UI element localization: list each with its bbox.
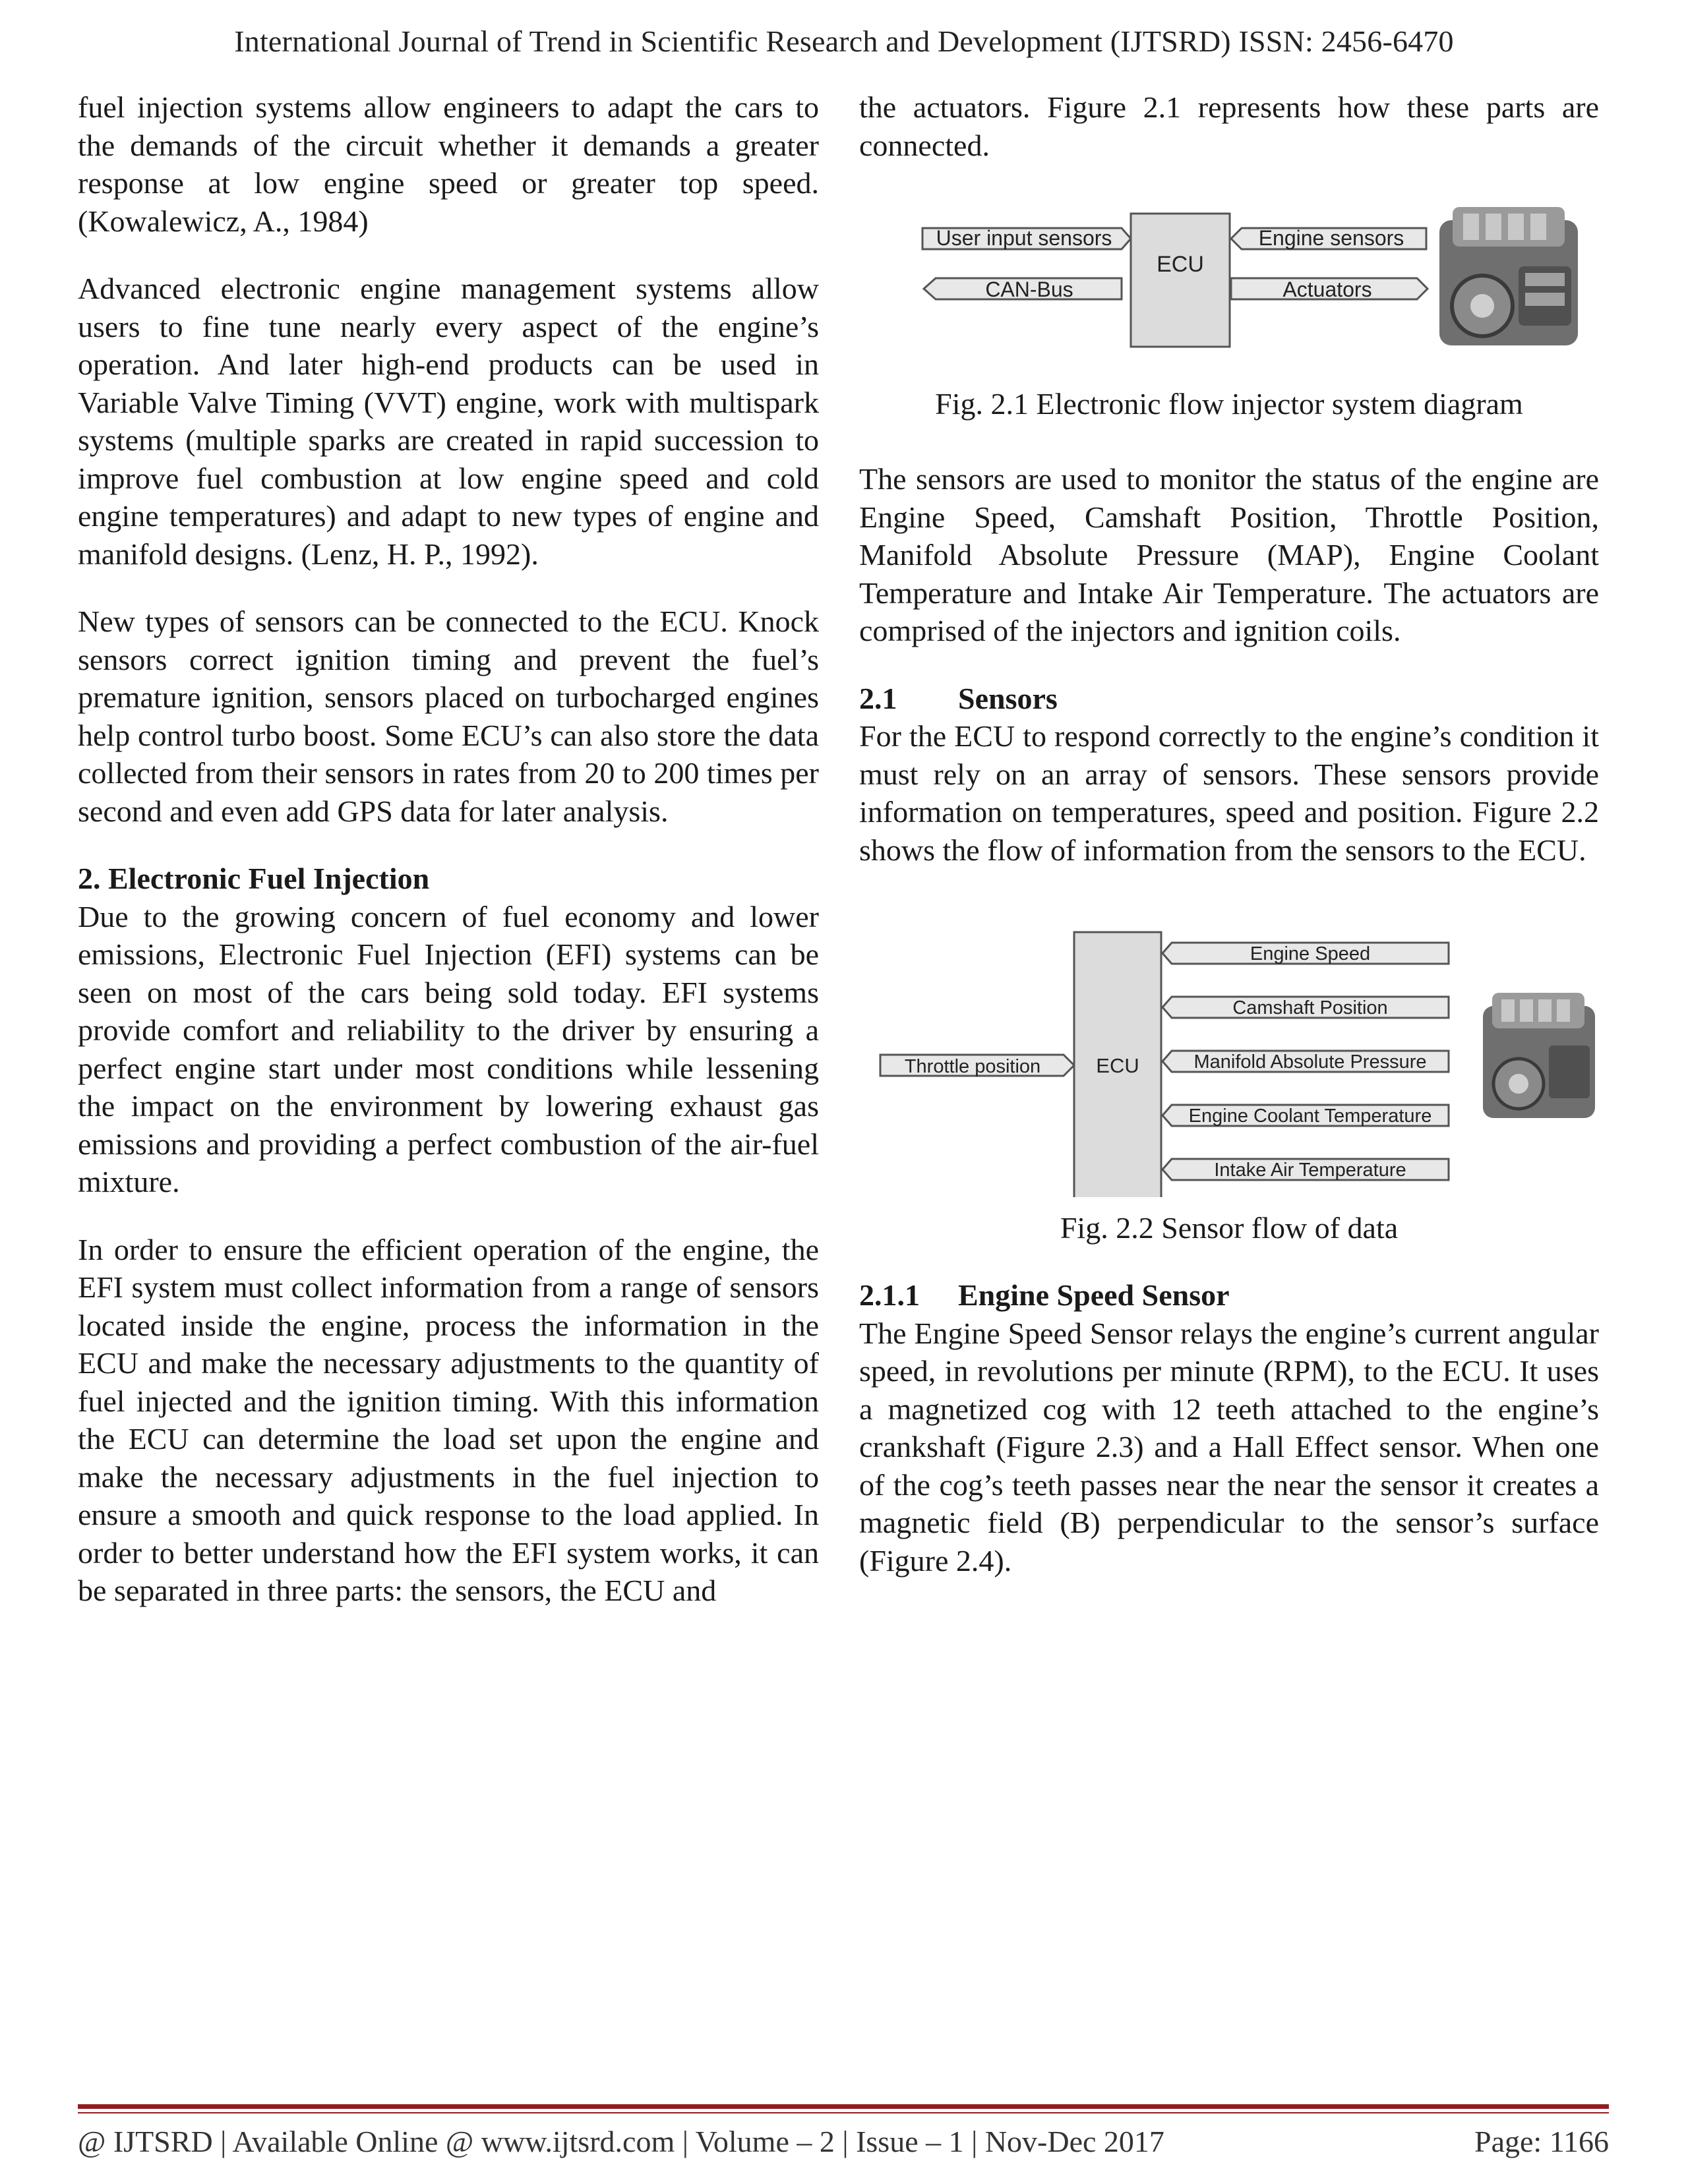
journal-header: International Journal of Trend in Scientific Research and Development (IJTSRD) ISSN: 2456-6470 (234, 24, 1454, 58)
right-column (859, 88, 1599, 1579)
engine-sensors-arrow (1231, 226, 1426, 250)
sensor-label: Camshaft Position (1232, 997, 1388, 1018)
ecu-label: ECU (1157, 252, 1204, 277)
sensor-arrow-camshaft (1162, 997, 1449, 1018)
left-column (78, 88, 819, 1610)
paragraph: fuel injection systems allow engineers to adapt the cars to the demands of the circuit whether it demands a greater response at low engine speed or greater top speed. (Kowalewicz, A., 1984) (78, 90, 819, 238)
ecu-label: ECU (1096, 1054, 1139, 1077)
can-bus-arrow (924, 278, 1122, 301)
sensor-arrow-map (1162, 1051, 1449, 1073)
user-input-label: User input sensors (936, 226, 1112, 250)
sensor-arrow-engine-speed (1162, 943, 1449, 964)
section-number: 2.1 (859, 681, 897, 715)
section-title: Sensors (958, 681, 1058, 715)
sensor-arrow-coolant (1162, 1105, 1449, 1127)
section-heading (859, 680, 1599, 718)
paragraph: Due to the growing concern of fuel economy and lower emissions, Electronic Fuel Injection (EFI) systems can be seen on most of the cars being sold today. EFI systems provide comfort and reliability to the driver by ensuring a perfect engine start under most conditions while lessening the impact on the environment by lowering exhaust gas emissions and providing a perfect combustion of the air-fuel mixture. (78, 899, 819, 1198)
throttle-arrow (880, 1055, 1074, 1077)
user-input-arrow (922, 226, 1131, 250)
can-bus-label: CAN-Bus (985, 278, 1073, 301)
figure-2-1 (859, 194, 1599, 423)
subsection-heading (859, 1276, 1599, 1314)
footer-info: @ IJTSRD | Available Online @ www.ijtsrd.com | Volume – 2 | Issue – 1 | Nov-Dec 2017 (78, 2125, 1164, 2158)
ecu-system-diagram (859, 194, 1599, 372)
throttle-label: Throttle position (904, 1056, 1041, 1077)
paragraph: In order to ensure the efficient operation of the engine, the EFI system must collect information from a range of sensors located inside the engine, process the information in the ECU and make the necessary adjustments to the quantity of fuel injected and the ignition timing. With this information the ECU can determine the load set upon the engine and make the necessary adjustments in the fuel injection to ensure a smooth and quick response to the load applied. In order to better understand how the EFI system works, it can be separated in three parts: the sensors, the ECU and (78, 1232, 819, 1607)
footer-rule (78, 2104, 1609, 2109)
actuators-arrow (1231, 278, 1428, 301)
paragraph: New types of sensors can be connected to the ECU. Knock sensors correct ignition timing and prevent the fuel’s premature ignition, sensors placed on turbocharged engines help control turbo boost. Some ECU’s can also store the data collected from their sensors in rates from 20 to 200 times per second and even add GPS data for later analysis. (78, 605, 819, 828)
sensor-label: Engine Speed (1250, 943, 1371, 964)
engine-image (1439, 207, 1578, 345)
paragraph: The sensors are used to monitor the status of the engine are Engine Speed, Camshaft Position, Throttle Position, Manifold Absolute Pressure (MAP), Engine Coolant Temperature and Intake Air Temperature. The actuators are comprised of the injectors and ignition coils. (859, 462, 1599, 647)
sensor-flow-diagram (859, 907, 1599, 1197)
sensor-label: Engine Coolant Temperature (1188, 1106, 1432, 1127)
section-heading: 2. Electronic Fuel Injection (78, 862, 430, 895)
footer-rule-thin (78, 2112, 1609, 2113)
paragraph: The Engine Speed Sensor relays the engine’s current angular speed, in revolutions per minute (RPM), to the ECU. It uses a magnetized cog with 12 teeth attached to the engine’s crankshaft (Figure 2.3) and a Hall Effect sensor. When one of the cog’s teeth passes near the near the sensor it creates a magnetic field (B) perpendicular to the sensor’s surface (Figure 2.4). (859, 1316, 1599, 1578)
figure-caption: Fig. 2.2 Sensor flow of data (1060, 1210, 1399, 1245)
sensor-label: Intake Air Temperature (1214, 1160, 1406, 1181)
figure-2-2 (859, 907, 1599, 1247)
ecu-box (1131, 214, 1230, 347)
paragraph: the actuators. Figure 2.1 represents how these parts are connected. (859, 90, 1599, 162)
figure-caption: Fig. 2.1 Electronic flow injector system diagram (935, 386, 1523, 421)
engine-sensors-label: Engine sensors (1258, 226, 1404, 250)
sensor-label: Manifold Absolute Pressure (1193, 1051, 1427, 1073)
page-number: Page: 1166 (1474, 2125, 1609, 2158)
sensor-arrow-intake-air (1162, 1159, 1449, 1181)
section-title: Engine Speed Sensor (958, 1278, 1230, 1312)
paragraph: For the ECU to respond correctly to the engine’s condition it must rely on an array of sensors. These sensors provide information on temperatures, speed and position. Figure 2.2 shows the flow of information from the sensors to the ECU. (859, 719, 1599, 867)
engine-image (1483, 993, 1595, 1118)
actuators-label: Actuators (1282, 278, 1372, 301)
section-number: 2.1.1 (859, 1278, 920, 1312)
paragraph: Advanced electronic engine management systems allow users to fine tune nearly every aspect of the engine’s operation. And later high-end products can be used in Variable Valve Timing (VVT) engine, work with multispark systems (multiple sparks are created in rapid succession to improve fuel combustion at low engine speed and cold engine temperatures) and adapt to new types of engine and manifold designs. (Lenz, H. P., 1992). (78, 272, 819, 571)
